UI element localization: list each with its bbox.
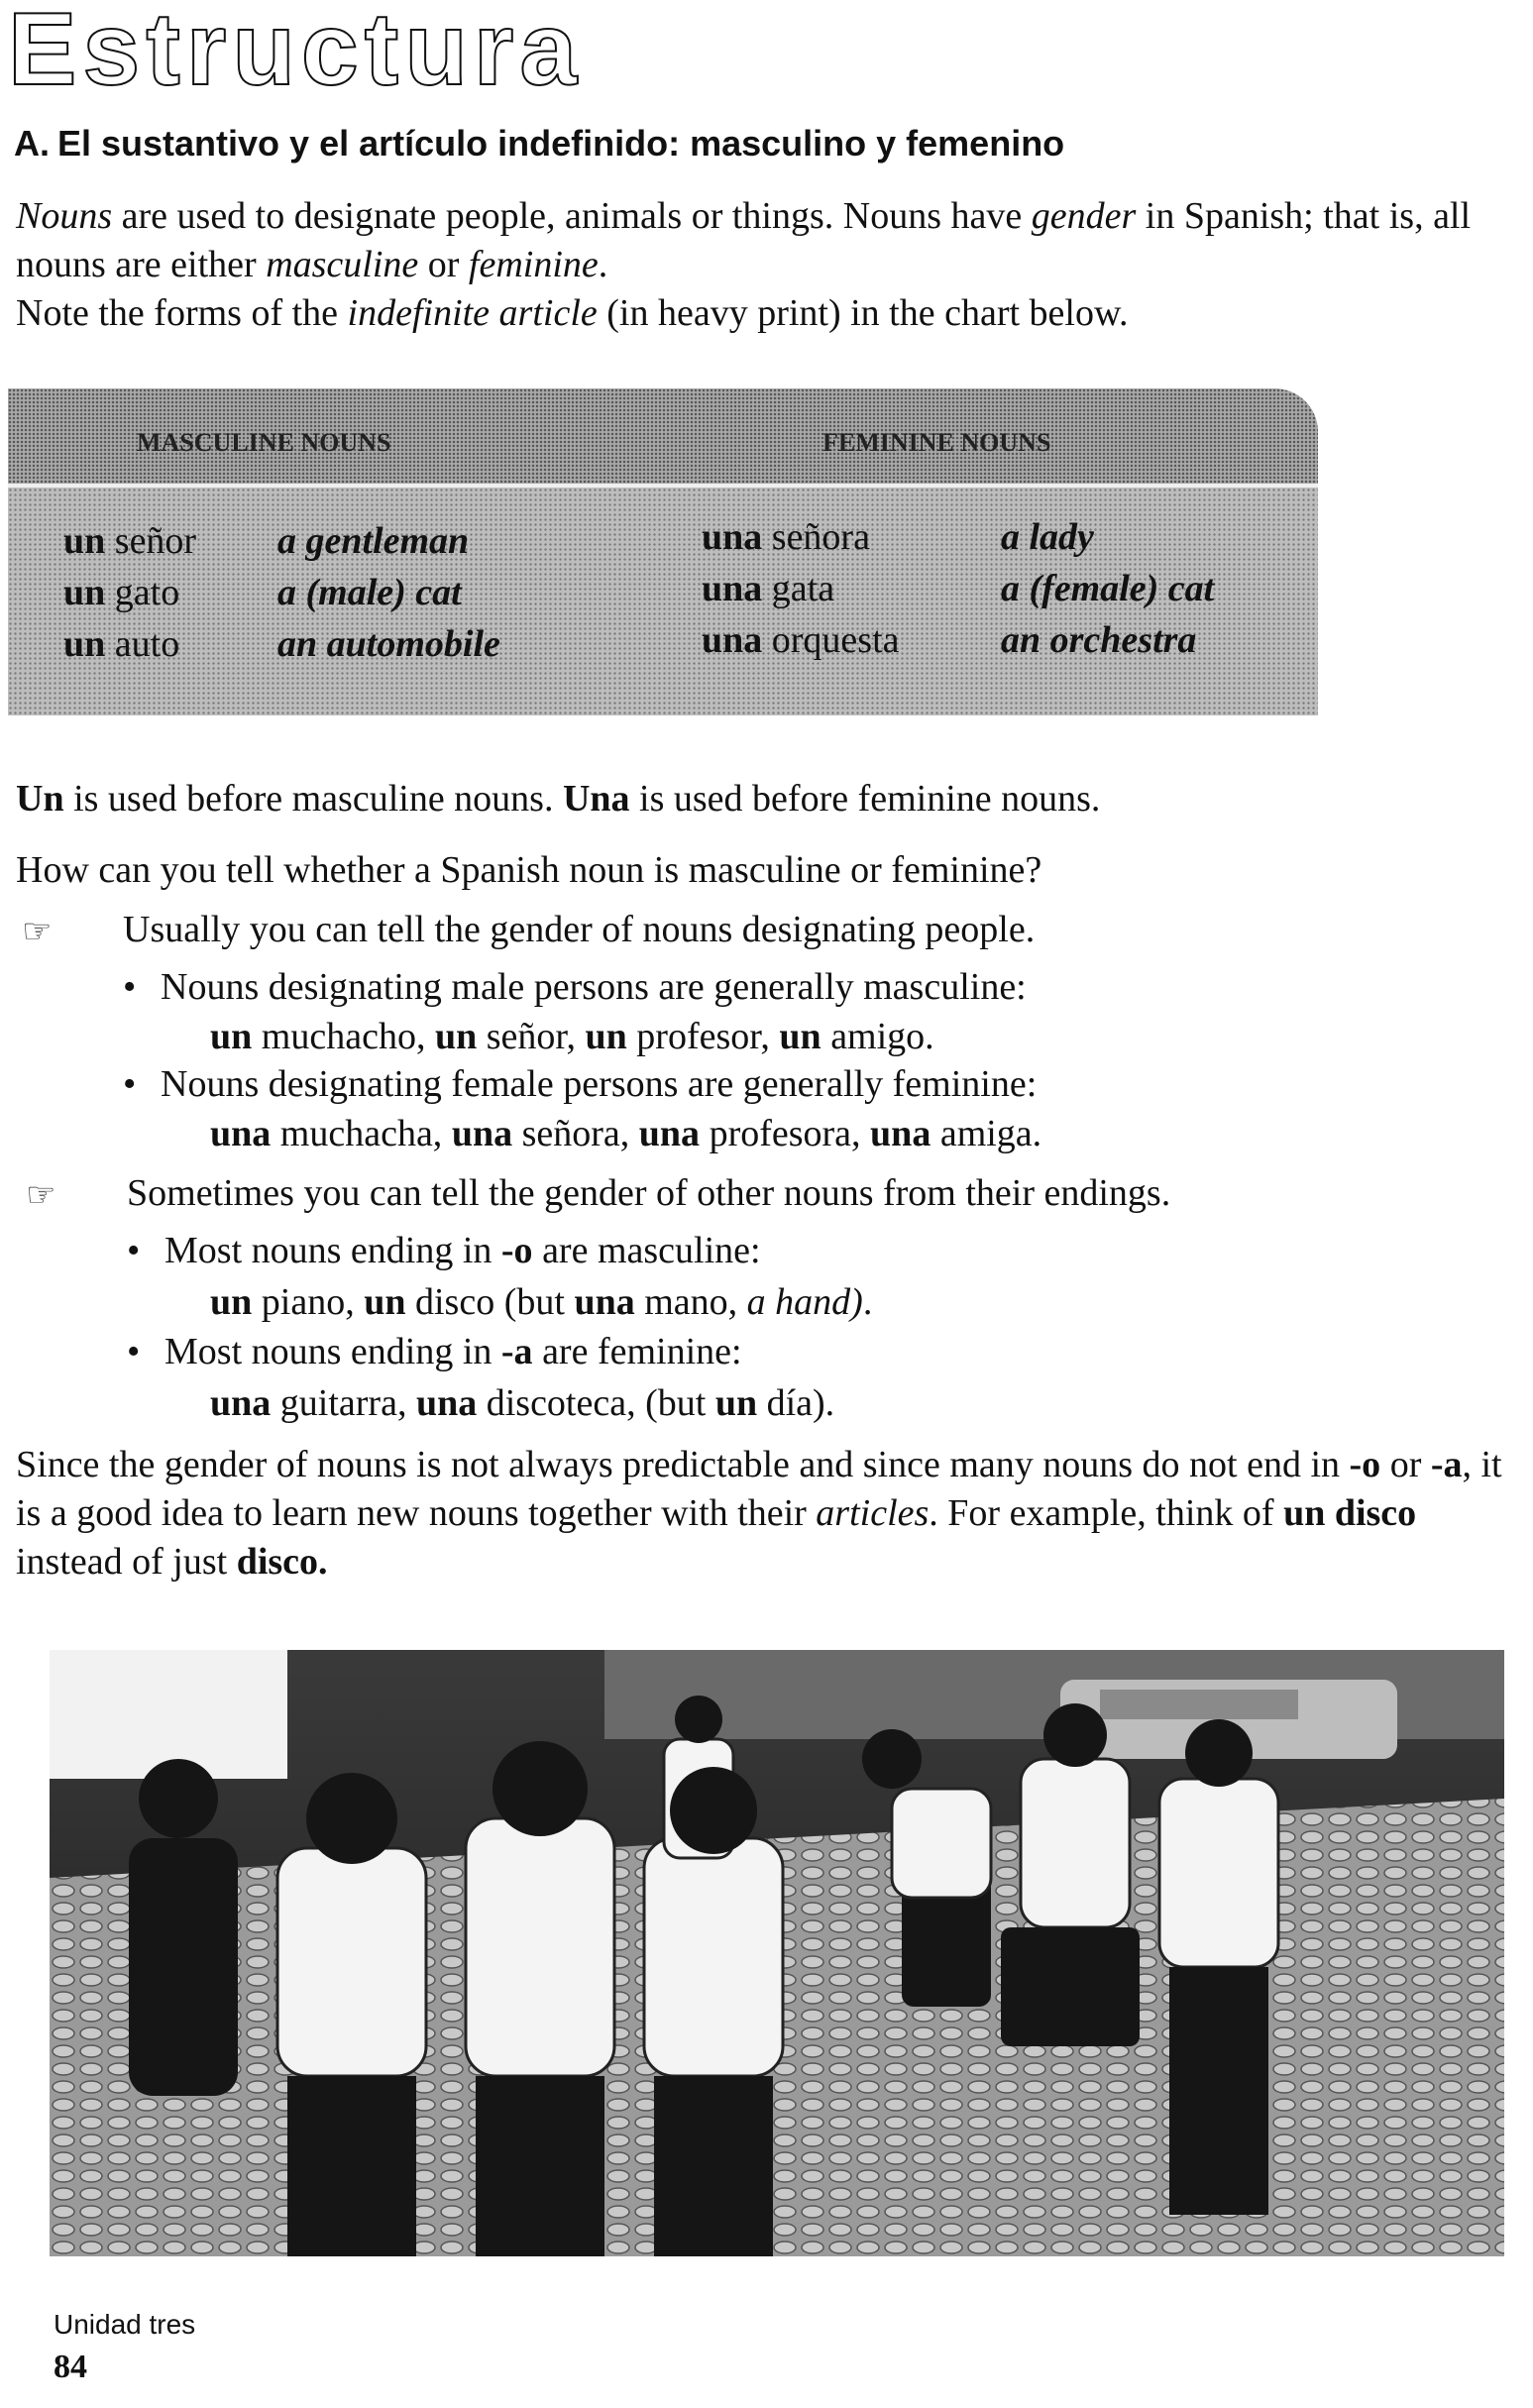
intro-text: or	[418, 244, 469, 285]
article: un	[434, 1016, 478, 1057]
closing-text: . For example, think of	[929, 1492, 1284, 1534]
question-text: How can you tell whether a Spanish noun is masculine or feminine?	[16, 849, 1042, 891]
rule-text: is used before feminine nouns.	[629, 778, 1101, 820]
intro-paragraph	[16, 192, 1512, 338]
article: una	[210, 1113, 272, 1154]
unit-label: Unidad tres	[54, 2309, 196, 2340]
closing-text: or	[1380, 1444, 1431, 1485]
students-photo-illustration	[50, 1650, 1504, 2256]
example-word: amigo.	[821, 1016, 934, 1057]
ending-o: -o	[1349, 1444, 1381, 1485]
article: un	[210, 1016, 253, 1057]
example-word: .	[862, 1281, 873, 1323]
ending-o: -o	[500, 1230, 533, 1271]
example-word: amiga.	[931, 1113, 1042, 1154]
chart-translation	[277, 515, 469, 567]
example-word: señora,	[512, 1113, 639, 1154]
article: una	[210, 1382, 272, 1424]
article-rule	[16, 775, 1100, 823]
chart-row	[63, 567, 179, 618]
term-articles: articles	[816, 1492, 930, 1534]
article: un	[63, 623, 106, 665]
article: una	[702, 619, 763, 661]
chart-translation	[277, 618, 500, 670]
article: un	[210, 1281, 253, 1323]
translation: a lady	[1001, 516, 1094, 558]
closing-text: instead of just	[16, 1541, 237, 1583]
article: una	[574, 1281, 635, 1323]
article: una	[702, 568, 763, 609]
section-heading-text: El sustantivo y el artículo indefinido: masculino y femenino	[57, 123, 1065, 164]
bullet-icon: •	[123, 966, 137, 1008]
rule-text: is used before masculine nouns.	[63, 778, 563, 820]
bullet-text: Most nouns ending in	[164, 1230, 501, 1271]
intro-text: in Spanish; that is, all nouns are either	[16, 195, 1472, 285]
example-male	[210, 1013, 934, 1061]
article: un	[779, 1016, 821, 1057]
chart-row	[702, 614, 900, 666]
intro-text: are used to designate people, animals or things. Nouns have	[112, 195, 1032, 237]
example-word: señor,	[477, 1016, 586, 1057]
chart-row	[63, 618, 179, 670]
students-photo	[50, 1650, 1504, 2256]
example-word: muchacha,	[271, 1113, 452, 1154]
bullet-male	[123, 963, 1027, 1012]
translation: a (female) cat	[1001, 568, 1215, 609]
bullet-text: are feminine:	[532, 1331, 742, 1372]
article: un	[63, 572, 106, 613]
bullet-text: Nouns designating female persons are generally feminine:	[161, 1063, 1038, 1105]
translation: an orchestra	[1001, 619, 1197, 661]
example-word: profesor,	[626, 1016, 780, 1057]
noun: gato	[114, 572, 180, 613]
chart-row	[63, 515, 196, 567]
article: un	[585, 1016, 627, 1057]
translation: a hand)	[746, 1281, 863, 1323]
bullet-icon: •	[123, 1063, 137, 1105]
noun: señor	[114, 520, 197, 562]
bullet-o-ending	[127, 1227, 761, 1275]
chart-divider	[8, 484, 1318, 488]
article-una: Una	[562, 778, 630, 820]
section-heading	[14, 123, 1064, 164]
ending-a: -a	[500, 1331, 533, 1372]
masculine-nouns-header: MASCULINE NOUNS	[137, 428, 391, 457]
noun: orquesta	[771, 619, 900, 661]
term-indefinite-article: indefinite article	[347, 292, 598, 334]
example-disco: disco.	[236, 1541, 328, 1583]
section-letter: A.	[14, 123, 50, 164]
chart-translation	[1001, 563, 1214, 614]
example-un-disco: un disco	[1283, 1492, 1417, 1534]
article: una	[702, 516, 763, 558]
example-a-ending	[210, 1379, 834, 1428]
example-word: muchacho,	[252, 1016, 435, 1057]
chart-translation	[1001, 614, 1196, 666]
article: un	[364, 1281, 406, 1323]
noun: auto	[114, 623, 180, 665]
term-nouns: Nouns	[16, 195, 113, 237]
term-feminine: feminine	[468, 244, 599, 285]
bullet-text: Most nouns ending in	[164, 1331, 501, 1372]
example-o-ending	[210, 1278, 872, 1327]
closing-text: , it is a good idea to learn new nouns together with their	[16, 1444, 1502, 1534]
bullet-icon: •	[127, 1331, 141, 1372]
feminine-nouns-header: FEMININE NOUNS	[822, 428, 1051, 457]
point-endings: Sometimes you can tell the gender of other nouns from their endings.	[127, 1172, 1171, 1214]
term-masculine: masculine	[266, 244, 419, 285]
pointing-hand-icon: ☞	[22, 912, 53, 951]
noun: gata	[771, 568, 835, 609]
point-people: Usually you can tell the gender of nouns designating people.	[123, 909, 1036, 950]
term-gender: gender	[1031, 195, 1137, 237]
translation: an automobile	[277, 623, 500, 665]
article: un	[63, 520, 106, 562]
example-word: profesora,	[700, 1113, 871, 1154]
bullet-female	[123, 1060, 1037, 1109]
translation: a (male) cat	[277, 572, 462, 613]
article: una	[638, 1113, 701, 1154]
ending-a: -a	[1430, 1444, 1463, 1485]
chart-translation	[1001, 511, 1094, 563]
pointing-hand-icon: ☞	[26, 1175, 56, 1215]
intro-text: (in heavy print) in the chart below.	[597, 292, 1129, 334]
article: una	[451, 1113, 513, 1154]
article: un	[714, 1382, 758, 1424]
page-title: Estructura	[8, 0, 584, 107]
example-word: discoteca, (but	[477, 1382, 715, 1424]
noun-chart	[8, 388, 1318, 715]
chart-translation	[277, 567, 462, 618]
example-word: piano,	[252, 1281, 365, 1323]
noun: señora	[771, 516, 870, 558]
example-female	[210, 1110, 1041, 1158]
bullet-text: Nouns designating male persons are generally masculine:	[161, 966, 1027, 1008]
page-number: 84	[54, 2349, 87, 2385]
intro-text: .	[598, 244, 608, 285]
chart-row	[702, 563, 834, 614]
bullet-text: are masculine:	[532, 1230, 761, 1271]
closing-text: Since the gender of nouns is not always predictable and since many nouns do not end in	[16, 1444, 1350, 1485]
example-word: día).	[757, 1382, 835, 1424]
article-un: Un	[16, 778, 64, 820]
article: una	[415, 1382, 478, 1424]
example-word: mano,	[634, 1281, 747, 1323]
chart-row	[702, 511, 870, 563]
closing-paragraph	[16, 1441, 1522, 1587]
example-word: disco (but	[405, 1281, 575, 1323]
intro-text: Note the forms of the	[16, 292, 348, 334]
bullet-icon: •	[127, 1230, 141, 1271]
example-word: guitarra,	[271, 1382, 416, 1424]
bullet-a-ending	[127, 1328, 742, 1376]
translation: a gentleman	[277, 520, 470, 562]
article: una	[870, 1113, 931, 1154]
